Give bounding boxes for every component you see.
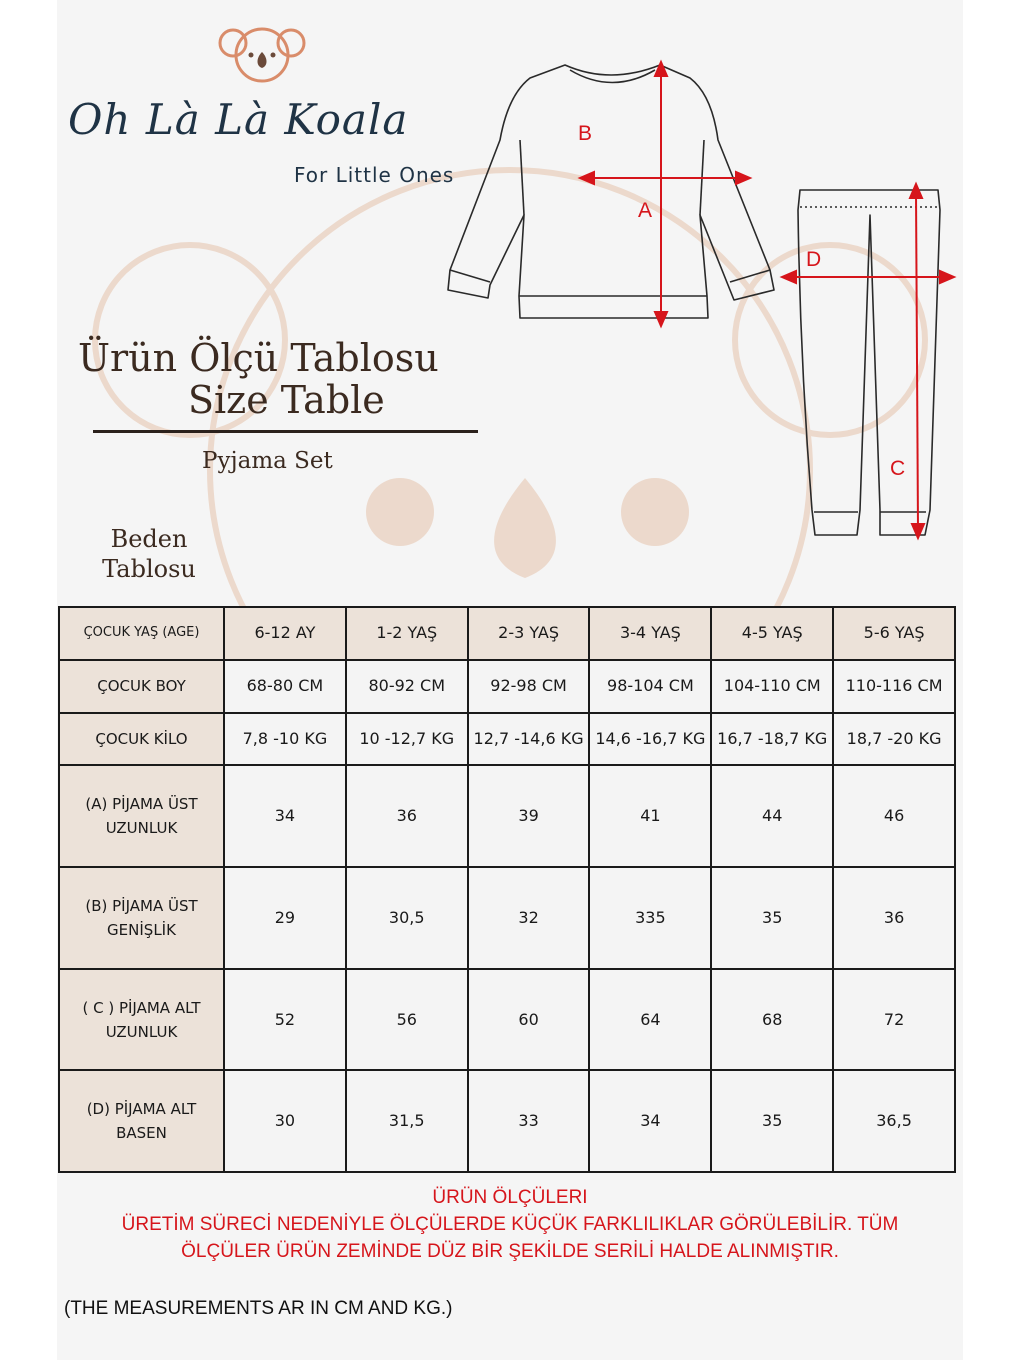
header-cell: 1-2 YAŞ	[346, 607, 468, 660]
size-table	[58, 606, 956, 1173]
row-label	[59, 765, 224, 867]
table-cell: 18,7 -20 KG	[833, 713, 955, 766]
page-title-english: Size Table	[188, 378, 385, 422]
table-cell: 16,7 -18,7 KG	[711, 713, 833, 766]
table-row	[59, 713, 955, 766]
table-row	[59, 765, 955, 867]
size-table-label	[94, 524, 204, 584]
measurement-notes	[60, 1184, 960, 1265]
table-cell: 80-92 CM	[346, 660, 468, 713]
table-cell: 10 -12,7 KG	[346, 713, 468, 766]
row-label	[59, 969, 224, 1071]
measure-label-c: C	[890, 457, 906, 480]
table-cell: 41	[589, 765, 711, 867]
table-cell: 56	[346, 969, 468, 1071]
table-cell: 98-104 CM	[589, 660, 711, 713]
row-label-line2: BASEN	[116, 1124, 167, 1143]
size-table-label-line2: Tablosu	[102, 555, 196, 583]
table-cell: 72	[833, 969, 955, 1071]
table-cell: 30	[224, 1070, 346, 1172]
measure-label-d: D	[806, 248, 822, 271]
table-cell: 30,5	[346, 867, 468, 969]
table-row	[59, 660, 955, 713]
row-label-line1: ( C ) PİJAMA ALT	[82, 998, 201, 1017]
row-label: ÇOCUK BOY	[59, 660, 224, 713]
row-label-line1: (D) PİJAMA ALT	[86, 1100, 197, 1119]
table-row	[59, 1070, 955, 1172]
table-row	[59, 969, 955, 1071]
table-cell: 33	[468, 1070, 590, 1172]
table-cell: 68-80 CM	[224, 660, 346, 713]
table-cell: 92-98 CM	[468, 660, 590, 713]
table-cell: 7,8 -10 KG	[224, 713, 346, 766]
table-cell: 52	[224, 969, 346, 1071]
row-label-line2: UZUNLUK	[105, 819, 178, 838]
notes-line: ÖLÇÜLER ÜRÜN ZEMİNDE DÜZ BİR ŞEKİLDE SERİLİ HALDE ALINMIŞTIR.	[181, 1241, 839, 1262]
koala-logo-face	[249, 52, 276, 68]
header-cell: 4-5 YAŞ	[711, 607, 833, 660]
header-cell: 6-12 AY	[224, 607, 346, 660]
pyjama-top-drawing	[448, 65, 774, 318]
table-cell: 60	[468, 969, 590, 1071]
table-cell: 64	[589, 969, 711, 1071]
table-cell: 104-110 CM	[711, 660, 833, 713]
table-cell: 46	[833, 765, 955, 867]
row-label-line1: (B) PİJAMA ÜST	[85, 896, 198, 915]
header-cell: ÇOCUK YAŞ (AGE)	[59, 607, 224, 660]
row-label	[59, 867, 224, 969]
page-title: Ürün Ölçü Tablosu	[78, 336, 439, 380]
notes-title: ÜRÜN ÖLÇÜLERI	[432, 1187, 588, 1208]
table-cell: 14,6 -16,7 KG	[589, 713, 711, 766]
table-cell: 44	[711, 765, 833, 867]
header-cell: 3-4 YAŞ	[589, 607, 711, 660]
table-cell: 29	[224, 867, 346, 969]
table-cell: 68	[711, 969, 833, 1071]
table-cell: 36,5	[833, 1070, 955, 1172]
table-cell: 110-116 CM	[833, 660, 955, 713]
table-cell: 34	[589, 1070, 711, 1172]
units-footnote: (THE MEASUREMENTS AR IN CM AND KG.)	[64, 1298, 453, 1319]
measure-label-b: B	[578, 122, 593, 145]
row-label: ÇOCUK KİLO	[59, 713, 224, 766]
brand-tagline: For Little Ones	[294, 163, 455, 187]
table-row	[59, 867, 955, 969]
table-header-row	[59, 607, 955, 660]
row-label-line2: GENİŞLİK	[107, 920, 176, 939]
table-cell: 35	[711, 1070, 833, 1172]
header-cell: 5-6 YAŞ	[833, 607, 955, 660]
table-cell: 31,5	[346, 1070, 468, 1172]
row-label	[59, 1070, 224, 1172]
table-cell: 32	[468, 867, 590, 969]
koala-watermark-face	[366, 478, 689, 578]
brand-name: Oh Là Là Koala	[68, 95, 409, 144]
table-cell: 34	[224, 765, 346, 867]
table-cell: 36	[833, 867, 955, 969]
size-table-label-line1: Beden	[110, 525, 188, 553]
notes-line: ÜRETİM SÜRECİ NEDENİYLE ÖLÇÜLERDE KÜÇÜK FARKLILIKLAR GÖRÜLEBİLİR. TÜM	[121, 1214, 899, 1235]
title-divider	[93, 430, 478, 433]
measure-label-a: A	[638, 199, 653, 222]
table-cell: 39	[468, 765, 590, 867]
page-subtitle: Pyjama Set	[202, 448, 333, 474]
table-cell: 36	[346, 765, 468, 867]
table-cell: 12,7 -14,6 KG	[468, 713, 590, 766]
row-label-line1: (A) PİJAMA ÜST	[85, 795, 198, 814]
table-cell: 35	[711, 867, 833, 969]
table-cell: 335	[589, 867, 711, 969]
row-label-line2: UZUNLUK	[105, 1022, 178, 1041]
header-cell: 2-3 YAŞ	[468, 607, 590, 660]
